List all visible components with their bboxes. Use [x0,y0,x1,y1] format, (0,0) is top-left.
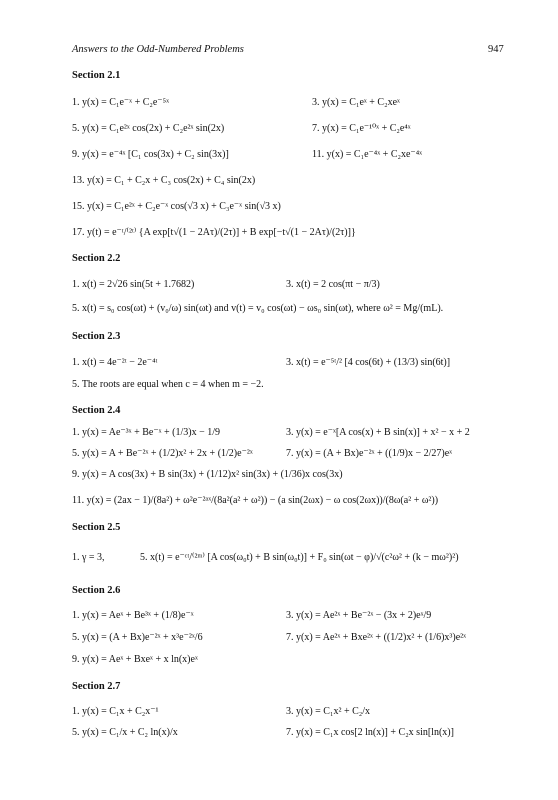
answer-item: 1. x(t) = 4e⁻²ᵗ − 2e⁻⁴ᵗ [72,357,158,368]
answer-item: 15. y(x) = C₁e²ˣ + C₂e⁻ˣ cos(√3 x) + C₃e⁻ˣ sin(√3 x) [72,201,281,212]
answer-item: 7. y(x) = C₁e⁻¹⁰ˣ + C₂e⁴ˣ [312,123,411,134]
page-number: 947 [488,44,504,55]
answer-item: 3. y(x) = Ae²ˣ + Be⁻²ˣ − (3x + 2)eˣ/9 [286,610,432,621]
answer-item: 5. y(x) = C₁e²ˣ cos(2x) + C₂e²ˣ sin(2x) [72,123,225,134]
answer-item: 7. y(x) = (A + Bx)e⁻²ˣ + ((1/9)x − 2/27)eˣ [286,448,453,459]
answer-item: 5. y(x) = A + Be⁻²ˣ + (1/2)x² + 2x + (1/2)e⁻²ˣ [72,448,253,459]
answer-item: 3. y(x) = C₁eˣ + C₂xeˣ [312,97,400,108]
answer-item: 3. y(x) = C₁x² + C₂/x [286,706,371,717]
answer-item: 11. y(x) = (2ax − 1)/(8a²) + ω²e⁻²ᵃˣ/(8a²(a² + ω²)) − (a sin(2ωx) − ω cos(2ωx))/(8ω(a² + ω²)) [72,495,439,506]
running-header: Answers to the Odd-Numbered Problems [72,44,244,55]
section-heading: Section 2.5 [72,522,121,533]
answer-item: 9. y(x) = A cos(3x) + B sin(3x) + (1/12)x² sin(3x) + (1/36)x cos(3x) [72,469,343,480]
section-heading: Section 2.2 [72,253,121,264]
answer-item: 3. y(x) = e⁻ˣ[A cos(x) + B sin(x)] + x² − x + 2 [286,427,470,438]
answer-item: 5. The roots are equal when c = 4 when m = −2. [72,379,264,390]
answer-item: 5. y(x) = (A + Bx)e⁻²ˣ + x³e⁻²ˣ/6 [72,632,203,643]
answer-item: 3. x(t) = 2 cos(πt − π/3) [286,279,380,290]
section-heading: Section 2.3 [72,331,121,342]
answer-item: 1. y(x) = Ae⁻³ˣ + Be⁻ˣ + (1/3)x − 1/9 [72,427,220,438]
answer-item: 5. x(t) = s₀ cos(ωt) + (v₀/ω) sin(ωt) and v(t) = v₀ cos(ωt) − ωs₀ sin(ωt), where ω² = Mg/(mL). [72,303,444,314]
answer-item: 9. y(x) = Aeˣ + Bxeˣ + x ln(x)eˣ [72,654,198,665]
answer-item: 1. y(x) = C₁e⁻ˣ + C₂e⁻⁵ˣ [72,97,169,108]
answer-item: 7. y(x) = Ae²ˣ + Bxe²ˣ + ((1/2)x² + (1/6)x³)e²ˣ [286,632,467,643]
section-heading: Section 2.4 [72,405,121,416]
answer-item: 1. x(t) = 2√26 sin(5t + 1.7682) [72,279,195,290]
answer-item: 11. y(x) = C₁e⁻⁴ˣ + C₂xe⁻⁴ˣ [312,149,423,160]
answer-item: 9. y(x) = e⁻⁴ˣ [C₁ cos(3x) + C₂ sin(3x)] [72,149,229,160]
section-heading: Section 2.6 [72,585,121,596]
answer-item: 1. γ = 3, [72,552,105,563]
answer-item: 1. y(x) = Aeˣ + Be³ˣ + (1/8)e⁻ˣ [72,610,194,621]
answer-item: 5. x(t) = e⁻ᶜᵗ/⁽²ᵐ⁾ [A cos(ω₀t) + B sin(ω₀t)] + F₀ sin(ωt − φ)/√(c²ω² + (k − mω²)²) [140,552,459,563]
section-heading: Section 2.7 [72,681,121,692]
answer-item: 1. y(x) = C₁x + C₂x⁻¹ [72,706,159,717]
section-heading: Section 2.1 [72,70,121,81]
answer-item: 7. y(x) = C₁x cos[2 ln(x)] + C₂x sin[ln(x)] [286,727,454,738]
answer-item: 5. y(x) = C₁/x + C₂ ln(x)/x [72,727,178,738]
answer-item: 13. y(x) = C₁ + C₂x + C₃ cos(2x) + C₄ sin(2x) [72,175,256,186]
answer-item: 3. x(t) = e⁻⁵ᵗ/² [4 cos(6t) + (13/3) sin(6t)] [286,357,451,368]
answer-item: 17. y(t) = e⁻ᵗ/⁽²ᵗ⁾ {A exp[t√(1 − 2Aτ)/(2τ)] + B exp[−t√(1 − 2Aτ)/(2τ)]} [72,227,356,238]
